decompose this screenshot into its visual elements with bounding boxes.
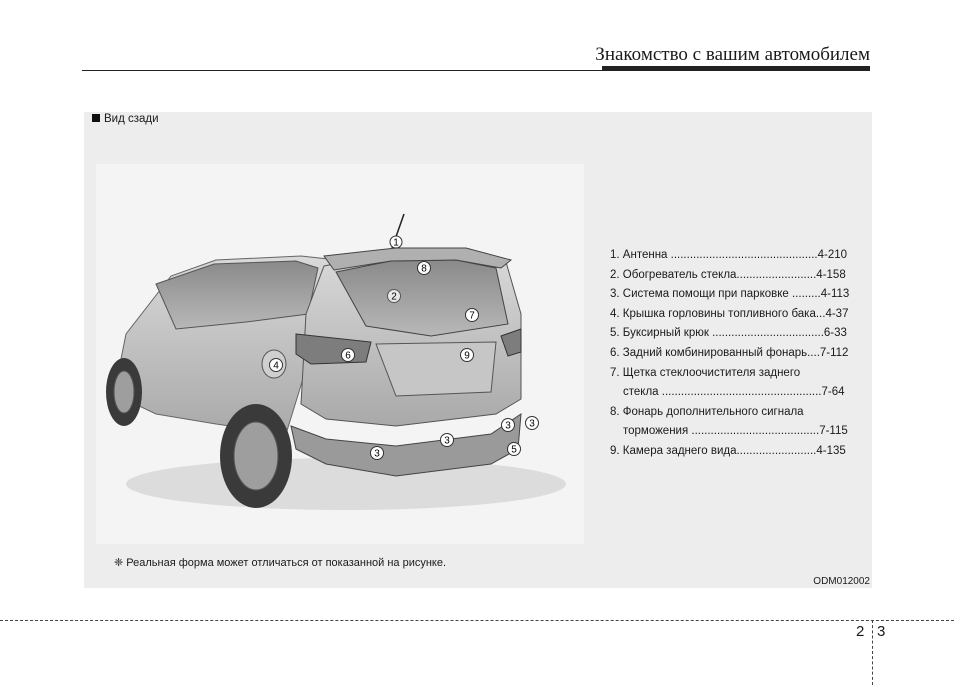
svg-text:9: 9 [464,350,470,362]
disclaimer-note: ❈ Реальная форма может отличаться от показанной на рисунке. [114,557,447,569]
svg-text:6: 6 [345,350,351,362]
component-list [610,246,870,462]
page-divider-vertical [872,620,873,685]
list-item: 3. Система помощи при парковке .........4-113 [610,288,850,301]
svg-text:3: 3 [529,418,535,430]
svg-text:3: 3 [374,448,380,460]
list-item: 5. Буксирный крюк ...................................6-33 [610,327,847,340]
list-item-continuation: торможения ........................................7-115 [623,425,848,438]
svg-text:7: 7 [469,310,475,322]
page-number-left: 2 [856,623,865,640]
svg-text:4: 4 [273,360,279,372]
list-item: 4. Крышка горловины топливного бака...4-37 [610,307,849,320]
svg-text:1: 1 [393,237,399,249]
section-label-text: Вид сзади [104,113,159,125]
callout-3d [371,447,384,460]
callout-1 [390,236,402,249]
list-item: 7. Щетка стеклоочистителя заднего [610,366,801,379]
list-item-continuation: стекла ..................................................7-64 [623,386,845,399]
svg-text:3: 3 [444,435,450,447]
page-divider-horizontal [0,620,954,621]
list-item: 1. Антенна ..............................................4-210 [610,249,848,261]
callout-4 [270,359,283,372]
callout-3c [441,434,454,447]
callout-6 [342,349,355,362]
callout-3a [502,419,515,432]
header-rule-accent [602,66,870,71]
callout-2 [388,290,401,303]
section-label [92,113,159,125]
svg-text:2: 2 [391,291,397,303]
square-bullet-icon [92,114,100,122]
callout-5 [508,443,521,456]
callout-9 [461,349,474,362]
page-number-right: 3 [877,623,886,640]
page-header-title: Знакомство с вашим автомобилем [595,44,870,65]
list-item: 2. Обогреватель стекла.........................4-158 [610,268,846,281]
svg-text:8: 8 [421,263,427,275]
list-item: 6. Задний комбинированный фонарь....7-112 [610,346,849,359]
list-item: 9. Камера заднего вида.........................4-135 [610,444,846,457]
list-item: 8. Фонарь дополнительного сигнала [610,405,804,418]
svg-text:3: 3 [505,420,511,432]
image-code: ODM012002 [813,576,870,587]
vehicle-rear-illustration [96,164,584,544]
callout-8 [418,262,431,275]
callout-7 [466,309,479,322]
callout-3b [526,417,539,430]
svg-text:5: 5 [511,444,517,456]
